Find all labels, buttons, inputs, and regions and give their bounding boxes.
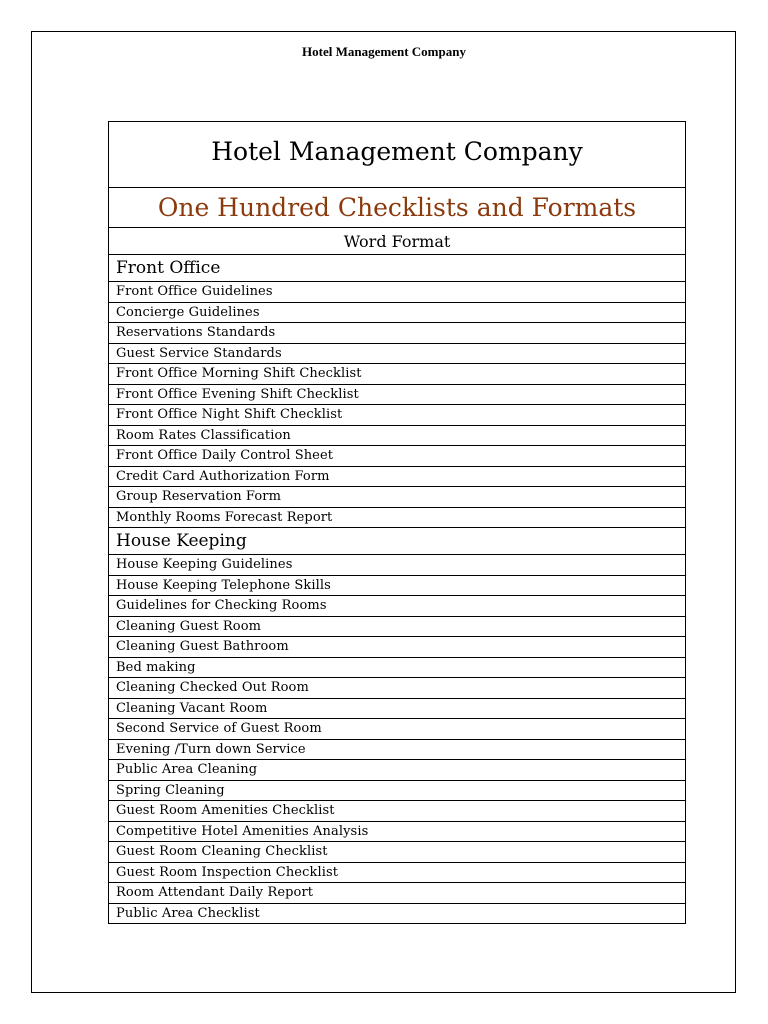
table-row bbox=[109, 596, 686, 617]
checklist-item: Guest Room Cleaning Checklist bbox=[109, 842, 686, 863]
table-row bbox=[109, 405, 686, 426]
section-heading: Front Office bbox=[109, 255, 686, 282]
checklist-item: Public Area Cleaning bbox=[109, 760, 686, 781]
checklist-item: Front Office Night Shift Checklist bbox=[109, 405, 686, 426]
document-title: Hotel Management Company bbox=[109, 122, 686, 188]
checklist-item: Cleaning Checked Out Room bbox=[109, 678, 686, 699]
table-row bbox=[109, 364, 686, 385]
table-row bbox=[109, 801, 686, 822]
checklist-item: Guest Service Standards bbox=[109, 343, 686, 364]
checklist-item: Guest Room Amenities Checklist bbox=[109, 801, 686, 822]
section-heading: House Keeping bbox=[109, 528, 686, 555]
table-row bbox=[109, 384, 686, 405]
checklist-item: Front Office Guidelines bbox=[109, 282, 686, 303]
checklist-item: Monthly Rooms Forecast Report bbox=[109, 507, 686, 528]
format-row bbox=[109, 228, 686, 255]
table-row bbox=[109, 555, 686, 576]
table-row bbox=[109, 575, 686, 596]
checklist-item: Reservations Standards bbox=[109, 323, 686, 344]
checklist-item: Front Office Daily Control Sheet bbox=[109, 446, 686, 467]
title-row bbox=[109, 122, 686, 188]
table-row bbox=[109, 637, 686, 658]
format-label: Word Format bbox=[109, 228, 686, 255]
checklist-item: Cleaning Guest Room bbox=[109, 616, 686, 637]
subtitle-row bbox=[109, 188, 686, 228]
table-row bbox=[109, 507, 686, 528]
running-header: Hotel Management Company bbox=[302, 44, 466, 59]
checklist-item: Credit Card Authorization Form bbox=[109, 466, 686, 487]
table-row bbox=[109, 302, 686, 323]
checklist-item: Front Office Morning Shift Checklist bbox=[109, 364, 686, 385]
table-row bbox=[109, 719, 686, 740]
table-row bbox=[109, 487, 686, 508]
section-row bbox=[109, 255, 686, 282]
checklist-item: House Keeping Guidelines bbox=[109, 555, 686, 576]
checklist-item: Guest Room Inspection Checklist bbox=[109, 862, 686, 883]
checklist-item: Bed making bbox=[109, 657, 686, 678]
table-row bbox=[109, 657, 686, 678]
section-row bbox=[109, 528, 686, 555]
checklist-item: Group Reservation Form bbox=[109, 487, 686, 508]
table-row bbox=[109, 780, 686, 801]
checklist-item: Front Office Evening Shift Checklist bbox=[109, 384, 686, 405]
checklist-item: Competitive Hotel Amenities Analysis bbox=[109, 821, 686, 842]
checklist-table bbox=[108, 121, 686, 924]
table-row bbox=[109, 760, 686, 781]
checklist-item: Spring Cleaning bbox=[109, 780, 686, 801]
checklist-item: Room Attendant Daily Report bbox=[109, 883, 686, 904]
table-row bbox=[109, 903, 686, 924]
checklist-item: Cleaning Guest Bathroom bbox=[109, 637, 686, 658]
table-row bbox=[109, 862, 686, 883]
checklist-item: Guidelines for Checking Rooms bbox=[109, 596, 686, 617]
checklist-item: House Keeping Telephone Skills bbox=[109, 575, 686, 596]
table-row bbox=[109, 282, 686, 303]
checklist-item: Cleaning Vacant Room bbox=[109, 698, 686, 719]
table-row bbox=[109, 883, 686, 904]
table-row bbox=[109, 425, 686, 446]
table-row bbox=[109, 343, 686, 364]
checklist-item: Second Service of Guest Room bbox=[109, 719, 686, 740]
table-row bbox=[109, 842, 686, 863]
table-row bbox=[109, 739, 686, 760]
checklist-item: Concierge Guidelines bbox=[109, 302, 686, 323]
checklist-item: Public Area Checklist bbox=[109, 903, 686, 924]
table-row bbox=[109, 323, 686, 344]
table-row bbox=[109, 616, 686, 637]
table-row bbox=[109, 821, 686, 842]
document-subtitle: One Hundred Checklists and Formats bbox=[109, 188, 686, 228]
table-row bbox=[109, 678, 686, 699]
table-row bbox=[109, 446, 686, 467]
checklist-item: Evening /Turn down Service bbox=[109, 739, 686, 760]
table-row bbox=[109, 698, 686, 719]
table-row bbox=[109, 466, 686, 487]
checklist-item: Room Rates Classification bbox=[109, 425, 686, 446]
